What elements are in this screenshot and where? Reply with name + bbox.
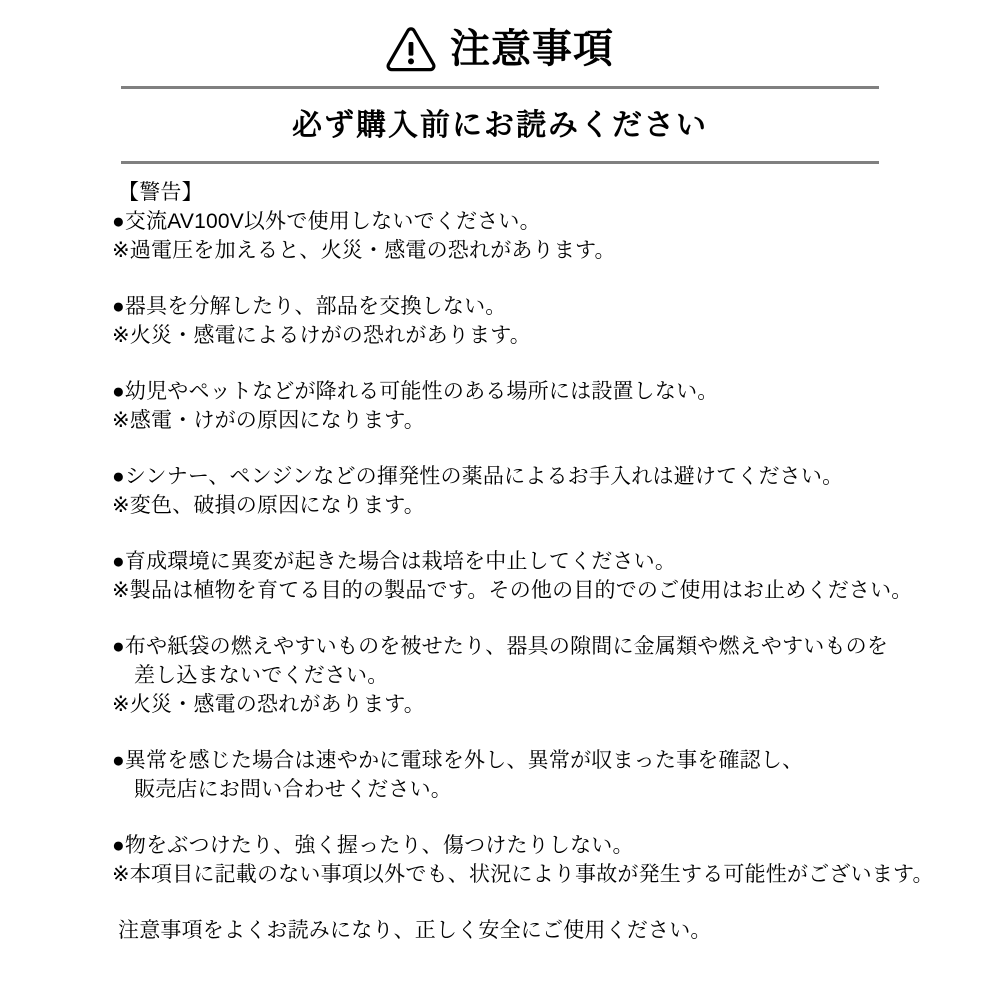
page-subtitle: 必ず購入前にお読みください <box>292 109 708 142</box>
notice-line: 差し込まないでください。 <box>134 664 389 687</box>
notice-line: 【警告】 <box>118 181 203 204</box>
notice-line: 販売店にお問い合わせください。 <box>134 778 452 801</box>
page-header <box>0 0 1000 164</box>
notice-line: ※火災・感電によるけがの恐れがあります。 <box>112 324 531 347</box>
notice-section <box>112 462 1000 520</box>
notice-line: ※過電圧を加えると、火災・感電の恐れがあります。 <box>112 239 616 262</box>
notice-line: ※本項目に記載のない事項以外でも、状況により事故が発生する可能性がございます。 <box>112 863 934 886</box>
notice-line: ※感電・けがの原因になります。 <box>112 409 425 432</box>
notice-line: ※変色、破損の原因になります。 <box>112 494 425 517</box>
notice-section <box>112 831 1000 889</box>
notice-section <box>112 746 1000 804</box>
warning-triangle-icon <box>386 27 436 72</box>
notice-line: ※製品は植物を育てる目的の製品です。その他の目的でのご使用はお止めください。 <box>112 579 913 602</box>
notice-section <box>112 377 1000 435</box>
notice-line: ●育成環境に異変が起きた場合は栽培を中止してください。 <box>112 550 677 573</box>
notice-section <box>112 632 1000 719</box>
notice-section <box>112 292 1000 350</box>
notice-line: ●交流AV100V以外で使用しないでください。 <box>112 210 541 233</box>
notice-line: ●異常を感じた場合は速やかに電球を外し、異常が収まった事を確認し、 <box>112 749 804 772</box>
notice-line: ●物をぶつけたり、強く握ったり、傷つけたりしない。 <box>112 834 634 857</box>
notice-line: 注意事項をよくお読みになり、正しく安全にご使用ください。 <box>118 919 712 942</box>
notice-line: ※火災・感電の恐れがあります。 <box>112 693 425 716</box>
notice-section <box>112 547 1000 605</box>
notice-line: ●幼児やペットなどが降れる可能性のある場所には設置しない。 <box>112 380 719 403</box>
notice-section <box>112 916 1000 945</box>
notice-section <box>112 178 1000 265</box>
notice-body <box>0 164 1000 945</box>
title-row <box>0 18 1000 80</box>
notice-line: ●シンナー、ペンジンなどの揮発性の薬品によるお手入れは避けてください。 <box>112 465 844 488</box>
notice-line: ●器具を分解したり、部品を交換しない。 <box>112 295 507 318</box>
notice-line: ●布や紙袋の燃えやすいものを被せたり、器具の隙間に金属類や燃えやすいものを <box>112 635 889 658</box>
page-title: 注意事項 <box>450 27 614 71</box>
